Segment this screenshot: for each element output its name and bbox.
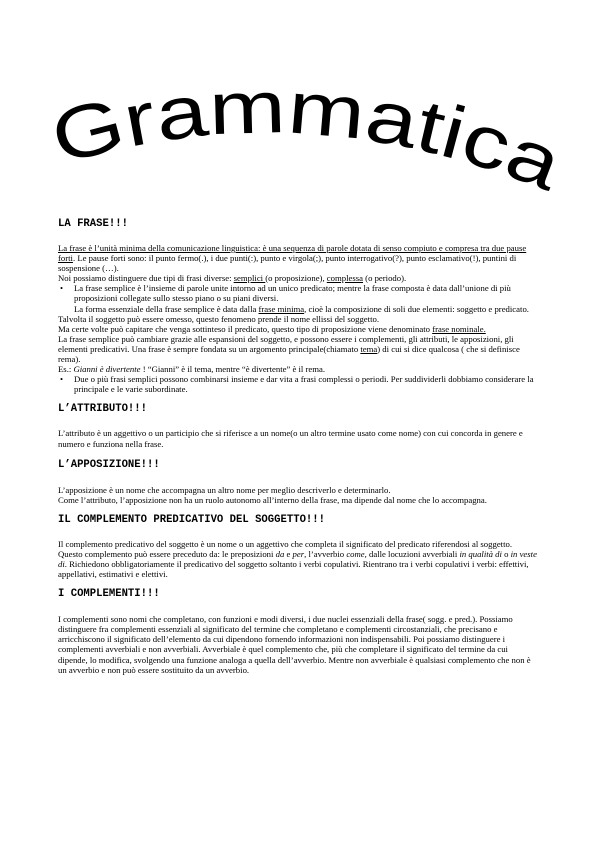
paragraph: Es.: Gianni è divertente ! “Gianni” è il tema, mentre “è divertente” è il rema. <box>58 364 326 375</box>
paragraph: La frase semplice può cambiare grazie alle espansioni del soggetto, e possono essere i complementi, gli attributi, le apposizioni, gli elementi predicativi. Una frase è sempre fondata su un argomento principale(chiamato tema) di cui si dice qualcosa ( che si definisce rema). <box>58 333 520 365</box>
wordart-title <box>0 0 596 215</box>
heading-la-frase: LA FRASE!!! <box>58 218 128 230</box>
bullet-list <box>58 374 538 394</box>
list-item: • Due o più frasi semplici possono combinarsi insieme e dar vita a frasi complessi o periodi. Per suddividerli dobbiamo considerare la principale e le varie subordinate. <box>58 374 538 394</box>
paragraph: La forma essenziale della frase semplice è data dalla frase minima, cioè la composizione di soli due elementi: soggetto e predicato. Talvolta il soggetto può essere omesso, questo fenomeno prende il nome ellissi del soggetto. <box>58 303 529 324</box>
list-item: • La frase semplice è l’insieme di parole unite intorno ad un unico predicato; mentre la frase composta è data dall’unione di più proposizioni collegate sullo stesso piano o su piani diversi. <box>58 283 538 303</box>
paragraph: La frase è l’unità minima della comunicazione linguistica: è una sequenza di parole dotata di senso compiuto e compresa tra due pause forti. Le pause forti sono: il punto fermo(.), i due punti(:), punto e virgola(;), punto interrogativo(?), punto esclamativo(!), puntini di sospensione (…). <box>58 243 527 274</box>
paragraph: Il complemento predicativo del soggetto è un nome o un aggettivo che completa il significato del predicato riferendosi al soggetto. Questo complemento può essere preceduto da: le preposizioni da e per, l’avverbio come, dalle locuzioni avverbiali in qualità di o in veste di. Richiedono obbligatoriamente il predicativo del soggetto soltanto i verbi copulativi. Rientrano tra i verbi copulativi i verbi: effettivi, appellativi, estimativi e elettivi. <box>58 538 537 580</box>
paragraph: Come l’attributo, l’apposizione non ha un ruolo autonomo all’interno della frase, ma dipende dal nome che lo accompagna. <box>58 494 487 505</box>
paragraph: L’apposizione è un nome che accompagna un altro nome per meglio descriverlo e determinarlo. <box>58 484 391 495</box>
paragraph: L’attributo è un aggettivo o un participio che si riferisce a un nome(o un altro termine usato come nome) con cui concorda in genere e numero e funziona nella frase. <box>58 428 523 449</box>
heading-complementi: I COMPLEMENTI!!! <box>58 588 160 601</box>
heading-apposizione: L’APPOSIZIONE!!! <box>58 458 160 471</box>
paragraph: I complementi sono nomi che completano, con funzioni e modi diversi, i due nuclei essenziali della frase( sogg. e pred.). Possiamo distinguere fra complementi essenziali al significato del termine che completano e complementi circostanziali, che precisano e arricchiscono il significato dell’elemento da cui dipendono fornendo informazioni non indispensabili. Poi possiamo distinguere i complementi avverbiali e non avverbiali. Avverbiale è quel complemento che, più che completare il significato del termine da cui dipende, lo modifica, svolgendo una funzione analoga a quella dell’avverbio. Mentre non avverbiale è qualsiasi complemento che non è un avverbio e non può essere sostituito da un avverbio. <box>58 614 531 675</box>
title-text: Grammatica <box>42 65 564 203</box>
heading-attributo: L’ATTRIBUTO!!! <box>58 403 148 416</box>
heading-complemento-predicativo: IL COMPLEMENTO PREDICATIVO DEL SOGGETTO!!! <box>58 513 326 526</box>
paragraph: Noi possiamo distinguere due tipi di frasi diverse: semplici (o proposizione), complessa (o periodo). <box>58 273 407 284</box>
document-body <box>58 218 538 675</box>
paragraph: Ma certe volte può capitare che venga sottinteso il predicato, questo tipo di proposizione viene denominato frase nominale. <box>58 323 486 334</box>
bullet-list <box>58 283 538 303</box>
